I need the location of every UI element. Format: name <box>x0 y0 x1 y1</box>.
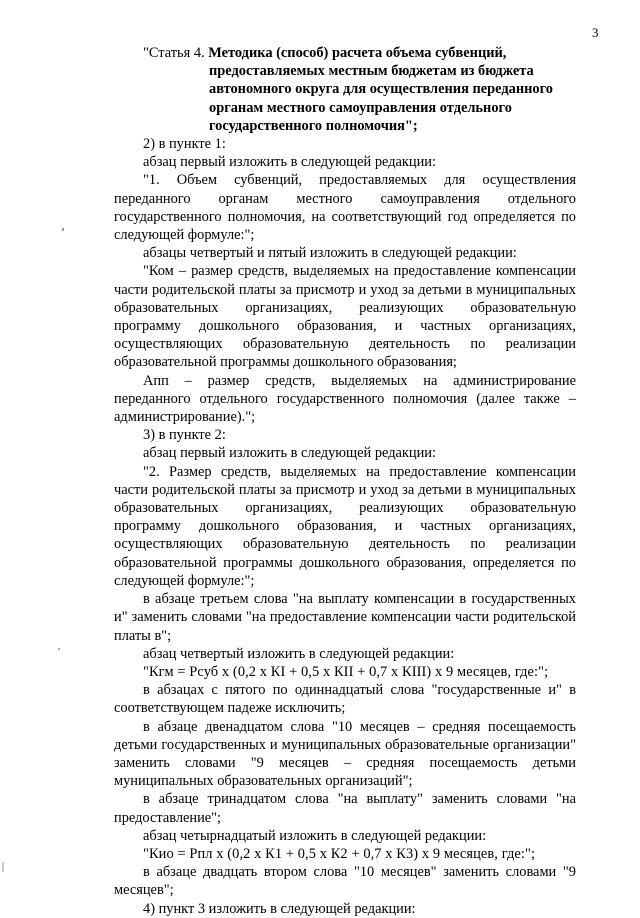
paragraph: абзац четырнадцатый изложить в следующей редакции: <box>143 827 487 844</box>
article-title-line: автономного округа для осуществления переданного <box>209 81 553 98</box>
paragraph: абзац четвертый изложить в следующей редакции: <box>143 645 455 662</box>
paragraph: 4) пункт 3 изложить в следующей редакции: <box>143 900 416 917</box>
article-prefix: "Статья 4. <box>143 45 209 61</box>
paragraph: абзац первый изложить в следующей редакции: <box>143 154 437 171</box>
article-title-line: органам местного самоуправления отдельного <box>209 99 512 116</box>
formula-paragraph: "Кгм = Рсуб х (0,2 х КI + 0,5 х КII + 0,7 х КIII) х 9 месяцев, где:"; <box>143 663 549 680</box>
paragraph: 3) в пункте 2: <box>143 427 226 444</box>
paragraph: в абзацах с пятого по одиннадцатый слова "государственные и" в соответствующем падеже исключить; <box>114 682 576 717</box>
paragraph: абзацы четвертый и пятый изложить в следующей редакции: <box>143 245 517 262</box>
paragraph: "2. Размер средств, выделяемых на предоставление компенсации части родительской платы за присмотр и уход за детьми в муниципальных образовательных организациях, реализующих образовательную программу дошкольного образования, и частных организациях, осуществляющих образовательную деятельность по реализации образовательной программы дошкольного образования, определяется по следующей формуле:"; <box>114 463 576 589</box>
page-number: 3 <box>592 25 599 40</box>
paragraph: абзац первый изложить в следующей редакции: <box>143 445 437 462</box>
paragraph: "1. Объем субвенций, предоставляемых для осуществления переданного органам местного самоуправления отдельного государственного полномочия, на соответствующий год определяется по следующей формуле:"; <box>114 172 576 244</box>
paragraph: в абзаце двадцать втором слова "10 месяцев" заменить словами "9 месяцев"; <box>114 864 576 899</box>
formula-paragraph: "Кио = Рпл х (0,2 х К1 + 0,5 х К2 + 0,7 х К3) х 9 месяцев, где:"; <box>143 845 536 862</box>
article-title-line: государственного полномочия"; <box>209 117 418 134</box>
paragraph: в абзаце двенадцатом слова "10 месяцев – средняя посещаемость детьми государственных и муниципальных образовательные организации" заменить словами "9 месяцев – средняя посещаемость детьми муниципальных образовательных организаций"; <box>114 718 576 790</box>
article-title-line: предоставляемых местным бюджетам из бюджета <box>209 63 534 80</box>
paragraph: Апп – размер средств, выделяемых на администрирование переданного отдельного государственного полномочия (далее также – администрирование)."; <box>114 372 576 426</box>
paragraph: 2) в пункте 1: <box>143 136 226 153</box>
paragraph: в абзаце тринадцатом слова "на выплату" заменить словами "на предоставление"; <box>114 791 576 826</box>
article-title-first: Методика (способ) расчета объема субвенций, <box>208 45 507 61</box>
paragraph: "Ком – размер средств, выделяемых на предоставление компенсации части родительской платы за присмотр и уход за детьми в муниципальных образовательных организациях, реализующих образовательную программу дошкольного образования, и частных организациях, осуществляющих образовательную деятельность по реализации образовательной программы дошкольного образования; <box>114 263 576 371</box>
paragraph: в абзаце третьем слова "на выплату компенсации в государственных и" заменить словами "на предоставление компенсации части родительской платы в"; <box>114 591 576 644</box>
